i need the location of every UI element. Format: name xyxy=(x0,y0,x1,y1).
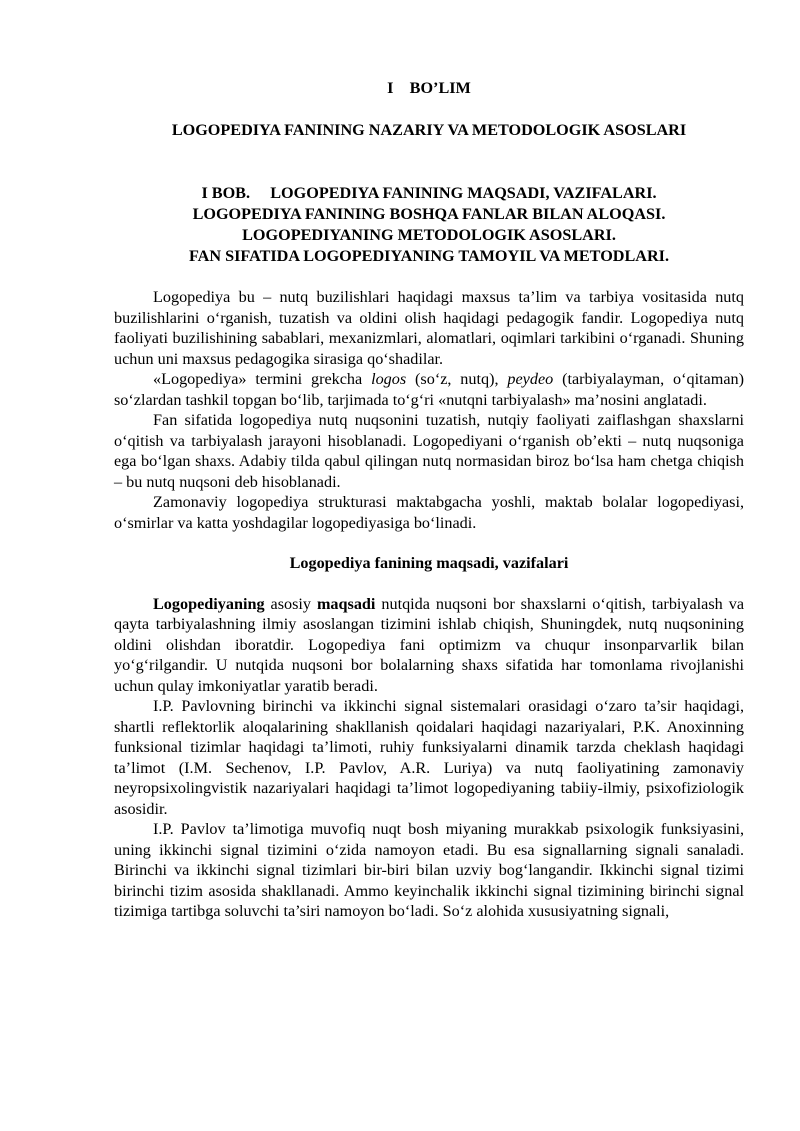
p5-text-b: asosiy xyxy=(264,594,317,613)
chapter-line-3: LOGOPEDIYANING METODOLOGIK ASOSLARI. xyxy=(242,226,616,244)
chapter-heading xyxy=(114,183,744,267)
p2-term-logos: logos xyxy=(371,370,407,388)
p5-text-d: nutqida nuqsoni bor shaxslarni o‘qitish, tarbiyalash va qayta tarbiyalashning ilmiy asoslangan tizimini ishlab chiqish, Shuningdek, nutq nuqsonining oldini olishdan iboratdir. Logopediya fani optimizm va chuqur insonparvarlik bilan yo‘g‘rilgandir. U nutqida nuqsoni bor bolalarning shaxs sifatida har tomonlama rivojlanishi uchun qulay imkoniyatlar yaratib beradi. xyxy=(114,594,744,695)
section-title: LOGOPEDIYA FANINING NAZARIY VA METODOLOGIK ASOSLARI xyxy=(171,120,687,139)
p2-text-c: (so‘z, nutq), xyxy=(406,370,508,388)
p2-term-peydeo: peydeo xyxy=(507,370,554,388)
paragraph-2 xyxy=(114,369,744,410)
paragraph-7: I.P. Pavlov ta’limotiga muvofiq nuqt bosh miyaning murakkab psixologik funksiyasini, uning ikkinchi signal tizimini o‘zida namoyon etadi. Bu esa signallarning signali sanaladi. Birinchi va ikkinchi signal tizimlari bir-biri bilan uzviy bog‘langandir. Ikkinchi signal tizimi birinchi tizim asosida shakllanadi. Ammo keyinchalik ikkinchi signal tizimining birinchi signal tizimiga tartibga soluvchi ta’siri namoyon bo‘ladi. So‘z alohida xususiyatning signali, xyxy=(114,820,744,920)
chapter-line-4: FAN SIFATIDA LOGOPEDIYANING TAMOYIL VA METODLARI. xyxy=(188,247,669,265)
subheading: Logopediya fanining maqsadi, vazifalari xyxy=(289,554,569,572)
p2-text-a: «Logopediya» termini grekcha xyxy=(153,370,372,388)
p2-text-e: (tarbiyalayman, o‘qitaman) so‘zlardan tashkil topgan bo‘lib, tarjimada to‘g‘ri «nutqni tarbiyalash» ma’nosini anglatadi. xyxy=(114,370,745,409)
chapter-line-2: LOGOPEDIYA FANINING BOSHQA FANLAR BILAN ALOQASI. xyxy=(192,205,666,223)
document-page xyxy=(114,60,744,922)
chapter-line-1: I BOB. LOGOPEDIYA FANINING MAQSADI, VAZIFALARI. xyxy=(201,184,657,202)
p5-bold-logopediyaning: Logopediyaning xyxy=(153,594,265,613)
paragraph-4: Zamonaviy logopediya strukturasi maktabgacha yoshli, maktab bolalar logopediyasi, o‘smirlar va katta yoshdagilar logopediyasiga bo‘linadi. xyxy=(114,493,744,532)
p5-bold-maqsadi: maqsadi xyxy=(316,594,376,613)
paragraph-6: I.P. Pavlovning birinchi va ikkinchi signal sistemalari orasidagi o‘zaro ta’sir haqidagi, shartli reflektorlik aloqalarining shakllanish qoidalari haqidagi nazariyalari, P.K. Anoxinning funksional tizimlar haqidagi ta’limoti, ruhiy funksiyalarni dinamik tarzda cheklash haqidagi ta’limot (I.M. Sechenov, I.P. Pavlov, A.R. Luriya) va nutq faoliyatining zamonaviy neyropsixolingvistik nazariyalari haqidagi ta’limot logopediyaning tabiiy-ilmiy, psixofiziologik asosidir. xyxy=(114,697,744,818)
paragraph-5 xyxy=(114,594,744,697)
paragraph-1: Logopediya bu – nutq buzilishlari haqidagi maxsus ta’lim va tarbiya vositasida nutq buzilishlarini o‘rganish, tuzatish va oldini olish haqidagi pedagogik fandir. Logopediya nutq faoliyati buzilishining sabablari, mexanizmlari, alomatlari, oqimlari tarkibini o‘rganadi. Shuning uchun uni maxsus pedagogika sirasiga qo‘shadilar. xyxy=(114,288,744,368)
paragraph-3: Fan sifatida logopediya nutq nuqsonini tuzatish, nutqiy faoliyati zaiflashgan shaxslarni o‘qitish va tarbiyalash jarayoni hisoblanadi. Logopediyani o‘rganish ob’ekti – nutq nuqsoniga ega bo‘lgan shaxs. Adabiy tilda qabul qilingan nutq normasidan biroz bo‘lsa ham chetga chiqish – bu nutq nuqsoni deb hisoblanadi. xyxy=(114,411,744,491)
part-title: I BO’LIM xyxy=(387,79,471,97)
